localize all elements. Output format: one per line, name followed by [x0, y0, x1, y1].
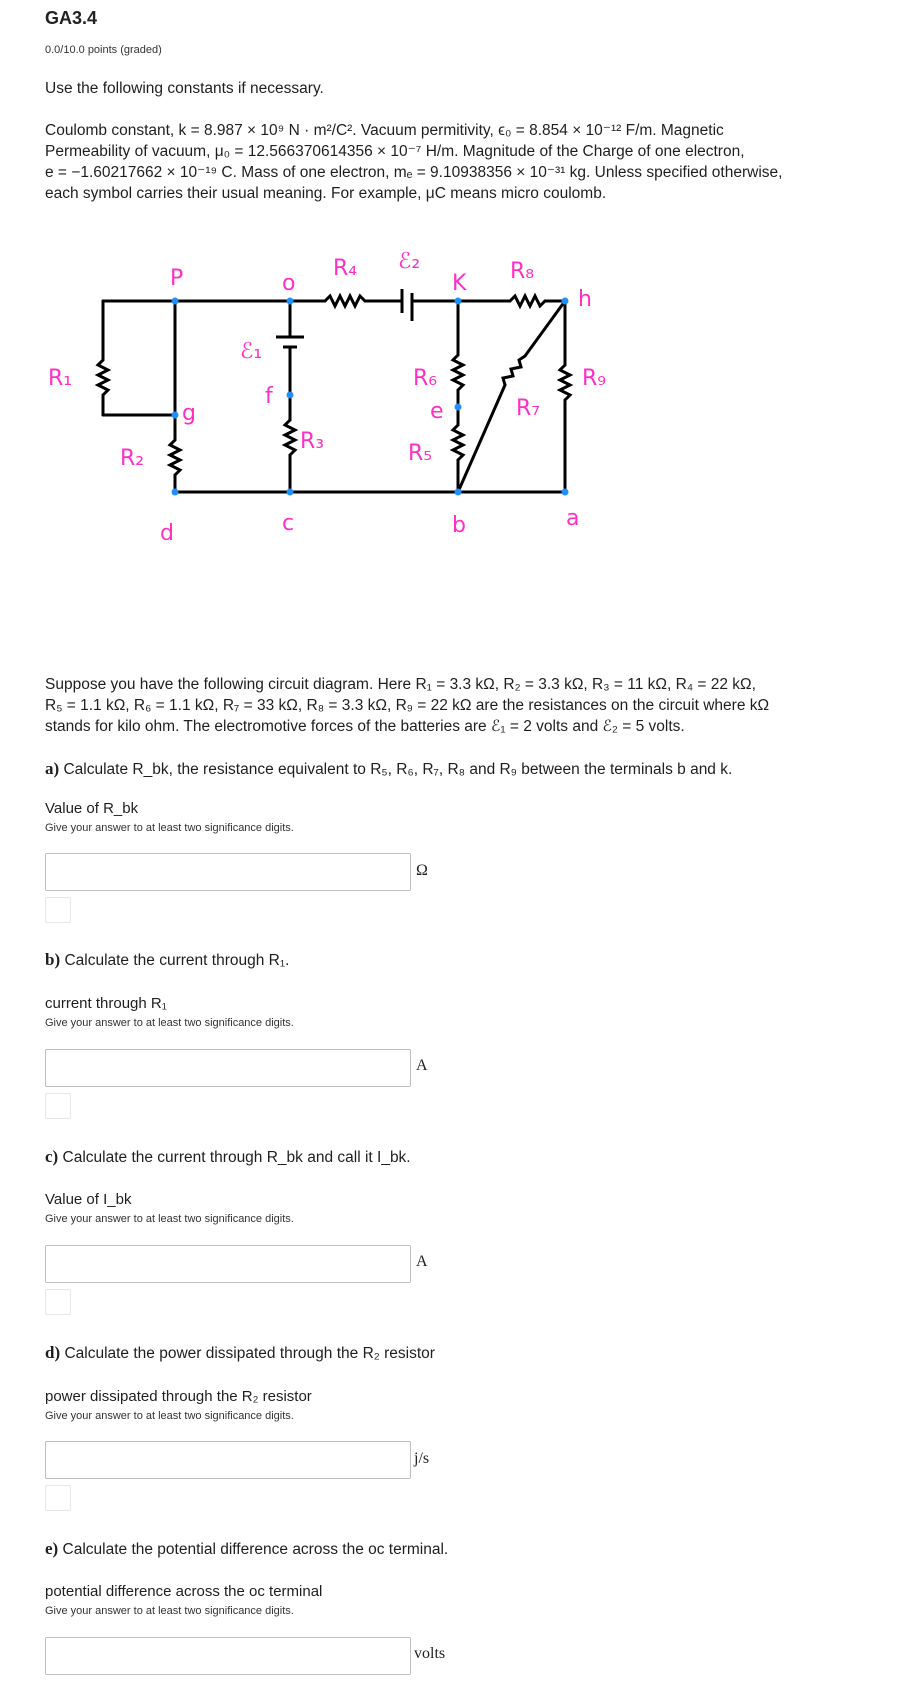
- answer-status-b: [45, 1093, 71, 1119]
- answer-status-a: [45, 897, 71, 923]
- label-k: K: [452, 271, 467, 296]
- label-r4: R₄: [333, 256, 358, 281]
- answer-label-d: power dissipated through the R₂ resistor: [45, 1388, 312, 1405]
- constants-line-1: Coulomb constant, k = 8.987 × 10⁹ N · m²/C². Vacuum permitivity, ϵ₀ = 8.854 × 10⁻¹² F/m. Magnetic: [45, 122, 724, 139]
- unit-b: A: [416, 1057, 428, 1074]
- node-a: [562, 489, 569, 496]
- resistor-r3: [285, 420, 295, 455]
- label-a: a: [566, 506, 580, 531]
- answer-input-c[interactable]: [45, 1245, 411, 1283]
- label-r1: R₁: [48, 366, 73, 391]
- answer-label-a: Value of R_bk: [45, 800, 139, 817]
- battery-e2: [402, 289, 412, 321]
- label-r3: R₃: [300, 429, 325, 454]
- node-k: [455, 298, 462, 305]
- unit-e: volts: [414, 1645, 446, 1662]
- answer-status-c: [45, 1289, 71, 1315]
- question-a: a) Calculate R_bk, the resistance equivalent to R₅, R₆, R₇, R₈ and R₉ between the terminals b and k.: [45, 759, 733, 778]
- label-r8: R₈: [510, 259, 535, 284]
- answer-hint-d: Give your answer to at least two significance digits.: [45, 1410, 294, 1422]
- resistor-r4: [325, 296, 365, 306]
- circuit-diagram: [0, 230, 901, 540]
- node-o: [287, 298, 294, 305]
- label-h: h: [578, 287, 592, 312]
- label-e: e: [430, 399, 444, 424]
- label-p: P: [170, 266, 184, 291]
- label-f: f: [265, 384, 273, 409]
- problem-statement: [45, 674, 895, 737]
- circuit-wires: [98, 296, 570, 492]
- label-r2: R₂: [120, 446, 145, 471]
- problem-line-2: R₅ = 1.1 kΩ, R₆ = 1.1 kΩ, R₇ = 33 kΩ, R₈ = 3.3 kΩ, R₉ = 22 kΩ are the resistances on the circuit where kΩ: [45, 697, 770, 714]
- answer-label-c: Value of I_bk: [45, 1191, 132, 1208]
- node-c: [287, 489, 294, 496]
- question-d: d) Calculate the power dissipated through the R₂ resistor: [45, 1343, 435, 1362]
- label-b: b: [452, 513, 466, 538]
- label-e1: ℰ₁: [240, 339, 263, 364]
- resistor-r2: [170, 440, 180, 475]
- answer-hint-e: Give your answer to at least two significance digits.: [45, 1605, 294, 1617]
- label-r6: R₆: [413, 366, 438, 391]
- resistor-r6: [453, 355, 463, 390]
- unit-c: A: [416, 1253, 428, 1270]
- resistor-r8: [510, 296, 545, 306]
- question-b: b) Calculate the current through R₁.: [45, 950, 290, 969]
- label-r5: R₅: [408, 441, 433, 466]
- resistor-r5: [453, 425, 463, 460]
- problem-line-3: stands for kilo ohm. The electromotive forces of the batteries are ℰ₁ = 2 volts and ℰ₂ = 5 volts.: [45, 718, 685, 735]
- resistor-r1: [98, 360, 108, 395]
- label-c: c: [282, 511, 295, 536]
- question-e: e) Calculate the potential difference across the oc terminal.: [45, 1539, 449, 1558]
- question-c: c) Calculate the current through R_bk and call it I_bk.: [45, 1147, 411, 1166]
- node-p: [172, 298, 179, 305]
- label-e2: ℰ₂: [398, 249, 421, 274]
- battery-e1: [276, 337, 304, 347]
- answer-hint-c: Give your answer to at least two significance digits.: [45, 1213, 294, 1225]
- node-g: [172, 412, 179, 419]
- answer-hint-a: Give your answer to at least two significance digits.: [45, 822, 294, 834]
- answer-label-e: potential difference across the oc terminal: [45, 1583, 323, 1600]
- unit-d: j/s: [414, 1450, 430, 1467]
- constants-line-2: Permeability of vacuum, μ₀ = 12.566370614356 × 10⁻⁷ H/m. Magnitude of the Charge of one electron,: [45, 143, 745, 160]
- label-d: d: [160, 521, 174, 540]
- answer-label-b: current through R₁: [45, 995, 167, 1012]
- problem-title: GA3.4: [45, 8, 98, 28]
- constants-intro: Use the following constants if necessary.: [45, 80, 324, 97]
- answer-input-b[interactable]: [45, 1049, 411, 1087]
- answer-hint-b: Give your answer to at least two significance digits.: [45, 1017, 294, 1029]
- label-r9: R₉: [582, 366, 607, 391]
- resistor-r7: [503, 356, 525, 385]
- answer-input-e[interactable]: [45, 1637, 411, 1675]
- answer-input-a[interactable]: [45, 853, 411, 891]
- label-o: o: [282, 271, 296, 296]
- unit-a: Ω: [416, 862, 428, 879]
- answer-status-d: [45, 1485, 71, 1511]
- node-d: [172, 489, 179, 496]
- constants-block: [45, 120, 895, 204]
- node-e: [455, 404, 462, 411]
- node-b: [455, 489, 462, 496]
- circuit-nodes: [172, 298, 569, 496]
- label-g: g: [182, 401, 196, 426]
- node-f: [287, 392, 294, 399]
- constants-line-3: e = −1.60217662 × 10⁻¹⁹ C. Mass of one electron, mₑ = 9.10938356 × 10⁻³¹ kg. Unless specified otherwise,: [45, 164, 783, 181]
- resistor-r9: [560, 365, 570, 400]
- label-r7: R₇: [516, 396, 541, 421]
- points-status: 0.0/10.0 points (graded): [45, 44, 162, 56]
- answer-input-d[interactable]: [45, 1441, 411, 1479]
- problem-line-1: Suppose you have the following circuit diagram. Here R₁ = 3.3 kΩ, R₂ = 3.3 kΩ, R₃ = 11 kΩ, R₄ = 22 kΩ,: [45, 676, 756, 693]
- node-h: [562, 298, 569, 305]
- constants-line-4: each symbol carries their usual meaning. For example, μC means micro coulomb.: [45, 185, 607, 202]
